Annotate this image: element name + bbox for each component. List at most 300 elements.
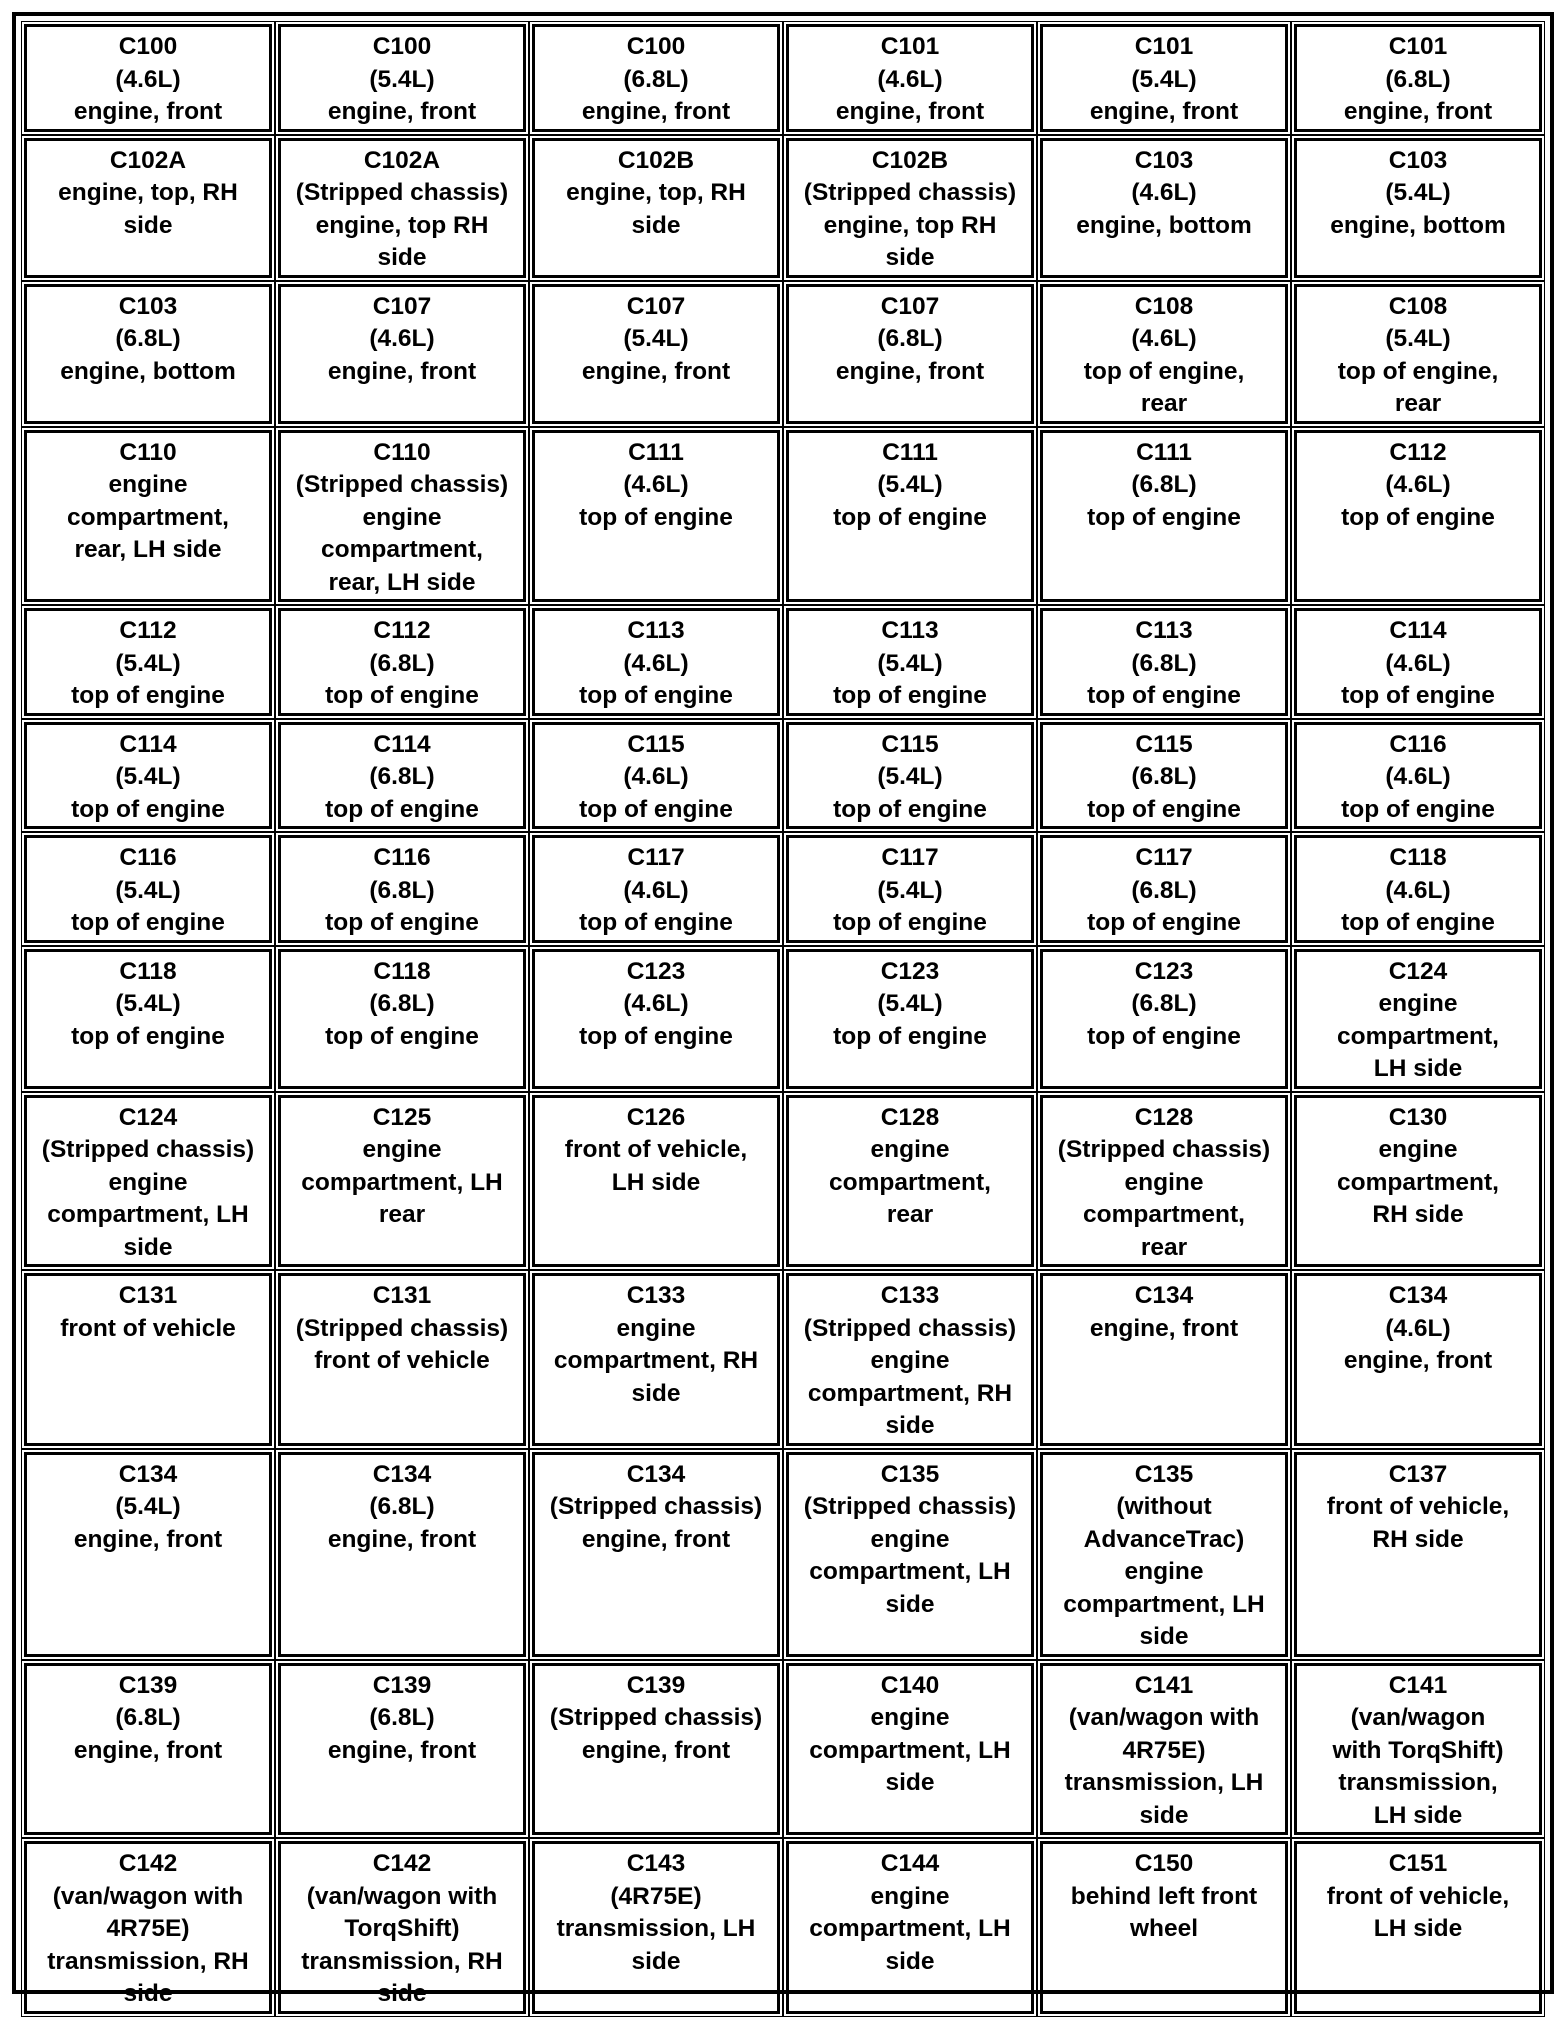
connector-location-line: (6.8L) — [369, 649, 435, 677]
connector-cell — [786, 1663, 1034, 1836]
connector-location-line: (5.4L) — [115, 763, 181, 790]
connector-id: C103 — [1134, 146, 1194, 174]
connector-location-line: LH side — [1373, 1055, 1463, 1082]
connector-location-line: (van/wagon with — [52, 1882, 244, 1910]
connector-cell — [278, 608, 526, 716]
connector-id: C128 — [1134, 1103, 1194, 1131]
connector-location-line: (5.4L) — [877, 876, 943, 904]
connector-location-line: engine — [870, 1704, 950, 1731]
connector-location-line: engine, front — [73, 1736, 223, 1764]
connector-cell — [24, 608, 272, 716]
connector-location-line: engine, front — [327, 357, 477, 385]
connector-location-line: compartment, — [1082, 1201, 1245, 1228]
connector-id: C135 — [1134, 1460, 1194, 1488]
connector-location-line: engine, front — [581, 1525, 731, 1553]
connector-location-line: side — [631, 1379, 681, 1407]
connector-location-line: (Stripped chassis) — [295, 471, 509, 498]
connector-location-line: engine — [362, 503, 442, 531]
connector-location-line: side — [885, 1769, 935, 1796]
connector-location-table-frame — [12, 12, 1554, 2007]
connector-location-line: (Stripped chassis) — [803, 1314, 1017, 1342]
connector-id: C112 — [373, 617, 431, 644]
connector-id: C142 — [372, 1850, 432, 1877]
connector-id: C134 — [118, 1460, 178, 1488]
connector-location-line: top of engine — [579, 1022, 733, 1050]
connector-cell — [532, 284, 780, 424]
connector-location-line: (5.4L) — [115, 990, 181, 1017]
connector-location-line: top of engine — [833, 503, 987, 531]
connector-location-line: top of engine, — [1083, 357, 1245, 385]
connector-cell — [786, 1273, 1034, 1446]
connector-id: C112 — [1389, 438, 1447, 466]
connector-location-line: top of engine — [579, 909, 733, 936]
connector-location-line: (van/wagon — [1350, 1704, 1486, 1731]
connector-location-line: compartment, — [1336, 1168, 1499, 1196]
connector-cell — [24, 1273, 272, 1446]
connector-location-line: (Stripped chassis) — [549, 1704, 763, 1731]
connector-cell — [1040, 430, 1288, 603]
connector-location-line: (6.8L) — [1131, 471, 1197, 498]
connector-location-line: (Stripped chassis) — [295, 179, 509, 206]
connector-id: C124 — [1388, 957, 1448, 985]
connector-location-line: (Stripped chassis) — [803, 1493, 1017, 1520]
connector-id: C124 — [118, 1103, 178, 1131]
connector-id: C100 — [118, 33, 178, 60]
connector-location-line: (4.6L) — [623, 471, 689, 498]
table-row — [24, 430, 1542, 603]
connector-id: C103 — [118, 292, 178, 320]
connector-location-line: (4.6L) — [1385, 876, 1451, 904]
connector-cell — [786, 284, 1034, 424]
connector-location-line: (4.6L) — [1131, 325, 1197, 352]
connector-id: C134 — [1388, 1282, 1448, 1309]
connector-location-line: compartment, RH — [807, 1379, 1013, 1407]
connector-cell — [1040, 1273, 1288, 1446]
connector-id: C133 — [880, 1282, 940, 1309]
connector-location-line: (6.8L) — [1385, 65, 1451, 93]
connector-id: C107 — [626, 292, 686, 320]
connector-cell — [1040, 24, 1288, 132]
connector-location-line: (5.4L) — [369, 65, 435, 93]
connector-location-line: side — [377, 1980, 427, 2007]
connector-id: C111 — [1136, 438, 1192, 466]
connector-location-line: rear — [378, 1201, 426, 1228]
connector-location-line: top of engine — [325, 1022, 479, 1050]
connector-location-line: top of engine — [833, 795, 987, 823]
connector-cell — [1040, 608, 1288, 716]
connector-location-line: (6.8L) — [1131, 876, 1197, 904]
connector-location-line: (4.6L) — [1385, 763, 1451, 790]
connector-location-line: side — [885, 1947, 935, 1975]
connector-id: C110 — [373, 438, 431, 466]
table-row — [24, 949, 1542, 1089]
connector-id: C110 — [119, 438, 177, 466]
connector-cell — [278, 949, 526, 1089]
connector-location-line: engine, front — [327, 1525, 477, 1553]
connector-id: C123 — [1134, 957, 1194, 985]
connector-location-line: engine, front — [835, 357, 985, 385]
connector-id: C107 — [880, 292, 940, 320]
connector-cell — [786, 1452, 1034, 1657]
connector-id: C151 — [1388, 1850, 1448, 1877]
connector-location-line: engine — [870, 1882, 950, 1910]
connector-cell — [24, 1663, 272, 1836]
connector-cell — [532, 1452, 780, 1657]
connector-location-line: top of engine — [1341, 682, 1495, 709]
connector-location-line: engine — [870, 1136, 950, 1163]
connector-id: C143 — [626, 1850, 686, 1877]
connector-id: C139 — [626, 1671, 686, 1699]
connector-id: C139 — [118, 1671, 178, 1699]
connector-id: C102B — [617, 146, 695, 174]
connector-location-line: rear — [1394, 390, 1442, 417]
connector-id: C137 — [1388, 1460, 1448, 1488]
connector-location-line: engine — [1124, 1558, 1204, 1585]
connector-location-line: (Stripped chassis) — [803, 179, 1017, 206]
connector-id: C100 — [372, 33, 432, 60]
connector-id: C141 — [1388, 1671, 1448, 1699]
table-row — [24, 24, 1542, 132]
connector-location-line: rear — [1140, 1233, 1188, 1261]
connector-cell — [278, 138, 526, 278]
connector-id: C114 — [373, 730, 431, 758]
connector-location-line: (6.8L) — [1131, 990, 1197, 1017]
connector-cell — [24, 430, 272, 603]
connector-location-line: (4.6L) — [369, 325, 435, 352]
connector-location-line: (5.4L) — [115, 1493, 181, 1520]
connector-cell — [24, 138, 272, 278]
connector-cell — [278, 1841, 526, 2014]
connector-id: C115 — [881, 730, 939, 758]
connector-location-line: transmission, LH — [556, 1915, 756, 1942]
connector-location-line: compartment, LH — [809, 1915, 1011, 1942]
connector-cell — [532, 1663, 780, 1836]
connector-cell — [1040, 284, 1288, 424]
connector-id: C116 — [373, 844, 431, 871]
connector-location-line: top of engine — [579, 503, 733, 531]
table-row — [24, 1663, 1542, 1836]
connector-location-line: engine — [870, 1525, 950, 1553]
connector-location-line: top of engine — [71, 795, 225, 823]
connector-id: C140 — [880, 1671, 940, 1699]
table-row — [24, 1452, 1542, 1657]
connector-id: C142 — [118, 1850, 178, 1877]
connector-location-line: front of vehicle — [314, 1347, 490, 1374]
connector-cell — [1294, 1841, 1542, 2014]
connector-cell — [24, 1095, 272, 1268]
connector-location-line: RH side — [1372, 1525, 1464, 1553]
connector-location-line: top of engine — [1087, 503, 1241, 531]
connector-cell — [532, 722, 780, 830]
connector-location-line: (5.4L) — [115, 649, 181, 677]
connector-id: C101 — [1134, 33, 1194, 60]
connector-location-line: compartment, LH — [1063, 1590, 1265, 1618]
connector-location-line: (6.8L) — [623, 65, 689, 93]
connector-id: C131 — [372, 1282, 432, 1309]
connector-cell — [532, 430, 780, 603]
connector-location-line: (5.4L) — [877, 990, 943, 1017]
connector-location-line: top of engine — [1341, 795, 1495, 823]
connector-location-line: side — [885, 1590, 935, 1618]
connector-location-line: (without — [1116, 1493, 1212, 1520]
connector-cell — [1040, 1841, 1288, 2014]
connector-cell — [1040, 138, 1288, 278]
connector-location-line: compartment, — [828, 1168, 991, 1196]
connector-location-line: transmission, RH — [301, 1947, 503, 1975]
connector-cell — [1294, 835, 1542, 943]
connector-location-line: top of engine — [71, 682, 225, 709]
connector-id: C117 — [1135, 844, 1193, 871]
connector-cell — [1294, 430, 1542, 603]
connector-id: C118 — [1389, 844, 1447, 871]
connector-location-line: top of engine — [1087, 682, 1241, 709]
connector-location-line: (5.4L) — [1385, 179, 1451, 206]
connector-id: C111 — [628, 438, 684, 466]
connector-location-line: transmission, — [1338, 1769, 1498, 1796]
connector-location-line: (6.8L) — [369, 990, 435, 1017]
connector-cell — [24, 835, 272, 943]
connector-location-line: (5.4L) — [877, 649, 943, 677]
connector-cell — [1294, 1273, 1542, 1446]
connector-location-line: compartment, LH — [809, 1558, 1011, 1585]
connector-id: C117 — [881, 844, 939, 871]
connector-location-line: (6.8L) — [369, 1704, 435, 1731]
connector-location-line: front of vehicle, — [1326, 1882, 1510, 1910]
connector-location-line: side — [123, 1980, 173, 2007]
connector-location-line: top of engine — [579, 795, 733, 823]
connector-location-line: rear, LH side — [328, 568, 476, 596]
connector-location-line: compartment, — [320, 536, 483, 563]
connector-location-line: (6.8L) — [369, 763, 435, 790]
table-body — [24, 24, 1542, 2014]
connector-location-line: side — [631, 211, 681, 239]
connector-location-line: (5.4L) — [877, 471, 943, 498]
table-row — [24, 138, 1542, 278]
connector-location-line: engine, top RH — [315, 211, 489, 239]
connector-location-line: compartment, LH — [809, 1736, 1011, 1764]
connector-location-line: engine, top RH — [823, 211, 997, 239]
connector-location-line: top of engine — [71, 1022, 225, 1050]
connector-cell — [24, 949, 272, 1089]
connector-cell — [278, 430, 526, 603]
connector-cell — [1294, 1452, 1542, 1657]
connector-location-line: engine, front — [1089, 98, 1239, 125]
connector-cell — [532, 949, 780, 1089]
connector-cell — [786, 138, 1034, 278]
connector-id: C113 — [627, 617, 685, 644]
connector-location-line: engine, front — [73, 98, 223, 125]
connector-location-line: (6.8L) — [369, 876, 435, 904]
connector-location-line: compartment, LH — [301, 1168, 503, 1196]
connector-id: C118 — [373, 957, 431, 985]
connector-location-table — [18, 18, 1548, 2020]
connector-cell — [278, 284, 526, 424]
connector-location-line: RH side — [1372, 1201, 1464, 1228]
connector-location-line: engine — [362, 1136, 442, 1163]
connector-cell — [1294, 138, 1542, 278]
connector-location-line: 4R75E) — [1122, 1736, 1206, 1764]
connector-location-line: (4.6L) — [623, 763, 689, 790]
connector-location-line: side — [377, 244, 427, 271]
connector-location-line: side — [885, 244, 935, 271]
connector-cell — [786, 24, 1034, 132]
connector-location-line: rear — [1140, 390, 1188, 417]
connector-cell — [1040, 1095, 1288, 1268]
connector-id: C101 — [1388, 33, 1448, 60]
connector-id: C123 — [880, 957, 940, 985]
connector-cell — [278, 835, 526, 943]
connector-location-line: engine, front — [1089, 1314, 1239, 1342]
connector-location-line: engine, front — [835, 98, 985, 125]
connector-id: C100 — [626, 33, 686, 60]
connector-id: C112 — [119, 617, 177, 644]
connector-location-line: top of engine — [1087, 1022, 1241, 1050]
connector-location-line: (4.6L) — [1385, 1314, 1451, 1342]
connector-location-line: (Stripped chassis) — [1057, 1136, 1271, 1163]
connector-id: C134 — [372, 1460, 432, 1488]
connector-cell — [1040, 1663, 1288, 1836]
connector-cell — [1294, 24, 1542, 132]
connector-cell — [1294, 284, 1542, 424]
connector-location-line: engine — [870, 1347, 950, 1374]
connector-location-line: engine — [1124, 1168, 1204, 1196]
connector-cell — [24, 24, 272, 132]
connector-cell — [1040, 722, 1288, 830]
connector-location-line: top of engine, — [1337, 357, 1499, 385]
connector-location-line: front of vehicle, — [1326, 1493, 1510, 1520]
connector-location-line: (Stripped chassis) — [549, 1493, 763, 1520]
table-row — [24, 722, 1542, 830]
connector-location-line: (6.8L) — [877, 325, 943, 352]
connector-cell — [24, 722, 272, 830]
connector-cell — [1294, 949, 1542, 1089]
connector-location-line: (6.8L) — [1131, 649, 1197, 677]
table-row — [24, 835, 1542, 943]
connector-location-line: (4.6L) — [623, 649, 689, 677]
connector-location-line: (6.8L) — [115, 1704, 181, 1731]
connector-id: C114 — [119, 730, 177, 758]
connector-location-line: top of engine — [1087, 795, 1241, 823]
connector-id: C113 — [1135, 617, 1193, 644]
connector-id: C116 — [1389, 730, 1447, 758]
connector-location-line: side — [631, 1947, 681, 1975]
connector-cell — [532, 138, 780, 278]
connector-location-line: rear, LH side — [74, 536, 222, 563]
connector-id: C123 — [626, 957, 686, 985]
connector-id: C125 — [372, 1103, 432, 1131]
connector-location-line: engine, front — [581, 357, 731, 385]
table-row — [24, 1273, 1542, 1446]
connector-location-line: (5.4L) — [1131, 65, 1197, 93]
connector-cell — [278, 1273, 526, 1446]
connector-cell — [532, 608, 780, 716]
connector-location-line: (4.6L) — [1385, 471, 1451, 498]
connector-cell — [1040, 1452, 1288, 1657]
connector-location-line: top of engine — [325, 909, 479, 936]
connector-id: C115 — [627, 730, 685, 758]
connector-location-line: (4.6L) — [1385, 649, 1451, 677]
connector-cell — [786, 722, 1034, 830]
connector-location-line: engine, bottom — [60, 357, 236, 385]
connector-location-line: top of engine — [833, 909, 987, 936]
connector-location-line: transmission, LH — [1064, 1769, 1264, 1796]
connector-location-line: rear — [886, 1201, 934, 1228]
connector-location-line: (4.6L) — [623, 876, 689, 904]
connector-location-line: top of engine — [579, 682, 733, 709]
connector-cell — [786, 1841, 1034, 2014]
connector-cell — [278, 24, 526, 132]
connector-location-line: engine, front — [581, 1736, 731, 1764]
connector-cell — [24, 1452, 272, 1657]
connector-location-line: LH side — [611, 1168, 701, 1196]
connector-id: C103 — [1388, 146, 1448, 174]
connector-id: C126 — [626, 1103, 686, 1131]
connector-cell — [1294, 722, 1542, 830]
connector-location-line: (6.8L) — [1131, 763, 1197, 790]
connector-location-line: engine — [108, 471, 188, 498]
connector-id: C102A — [363, 146, 441, 174]
connector-cell — [1040, 949, 1288, 1089]
connector-id: C141 — [1134, 1671, 1194, 1699]
connector-location-line: engine, front — [581, 98, 731, 125]
connector-location-line: top of engine — [71, 909, 225, 936]
connector-location-line: engine, front — [327, 98, 477, 125]
connector-location-line: (5.4L) — [877, 763, 943, 790]
table-row — [24, 1841, 1542, 2014]
connector-location-line: top of engine — [325, 682, 479, 709]
connector-id: C118 — [119, 957, 177, 985]
connector-location-line: (5.4L) — [115, 876, 181, 904]
connector-id: C114 — [1389, 617, 1447, 644]
connector-location-line: (4.6L) — [623, 990, 689, 1017]
connector-id: C144 — [880, 1850, 940, 1877]
connector-id: C101 — [880, 33, 940, 60]
connector-id: C102A — [109, 146, 187, 174]
connector-cell — [1294, 1095, 1542, 1268]
connector-location-line: top of engine — [1341, 503, 1495, 531]
connector-id: C139 — [372, 1671, 432, 1699]
connector-id: C128 — [880, 1103, 940, 1131]
connector-location-line: LH side — [1373, 1801, 1463, 1829]
connector-cell — [786, 430, 1034, 603]
connector-location-line: with TorqShift) — [1332, 1736, 1504, 1764]
connector-location-line: front of vehicle, — [564, 1136, 748, 1163]
connector-location-line: (5.4L) — [623, 325, 689, 352]
connector-id: C134 — [626, 1460, 686, 1488]
connector-id: C150 — [1134, 1850, 1194, 1877]
connector-location-line: (6.8L) — [115, 325, 181, 352]
connector-cell — [786, 608, 1034, 716]
connector-cell — [278, 722, 526, 830]
connector-cell — [1040, 835, 1288, 943]
connector-id: C113 — [881, 617, 939, 644]
connector-location-line: compartment, — [1336, 1022, 1499, 1050]
table-row — [24, 1095, 1542, 1268]
connector-location-line: engine, front — [1343, 1347, 1493, 1374]
connector-cell — [532, 835, 780, 943]
connector-location-line: compartment, RH — [553, 1347, 759, 1374]
connector-location-line: side — [885, 1412, 935, 1439]
connector-cell — [532, 1841, 780, 2014]
connector-location-line: TorqShift) — [344, 1915, 460, 1942]
connector-location-line: compartment, LH — [47, 1201, 249, 1228]
connector-location-line: side — [1139, 1801, 1189, 1829]
connector-cell — [532, 1095, 780, 1268]
connector-id: C102B — [871, 146, 949, 174]
connector-location-line: engine, bottom — [1330, 211, 1506, 239]
connector-location-line: (Stripped chassis) — [41, 1136, 255, 1163]
connector-cell — [1294, 1663, 1542, 1836]
